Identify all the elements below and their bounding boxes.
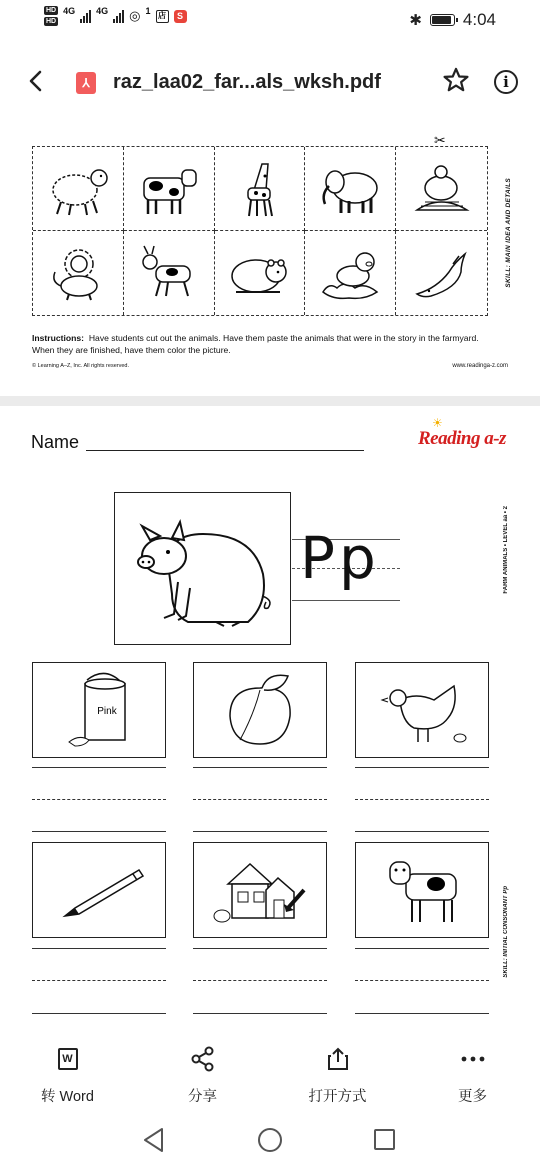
- dolphin-picture: [407, 242, 477, 304]
- open-with-label: 打开方式: [308, 1089, 367, 1105]
- name-line: [86, 450, 364, 451]
- lion-picture: [43, 242, 113, 304]
- system-navigation-bar: [0, 1112, 540, 1170]
- word-icon: W: [58, 1048, 78, 1070]
- skill-label-2: SKILL: INITIAL CONSONANT Pp: [503, 886, 509, 978]
- clock: 4:04: [462, 10, 496, 29]
- pdf-page-1[interactable]: [0, 118, 540, 398]
- giraffe-picture: [224, 158, 294, 220]
- bear-picture: [224, 242, 294, 304]
- pdf-page-2[interactable]: [0, 406, 540, 1031]
- app-header: [0, 52, 540, 112]
- chevron-left-icon: [22, 66, 52, 96]
- back-button[interactable]: [22, 66, 52, 96]
- write-line: [355, 1013, 489, 1014]
- instructions-text: Have students cut out the animals. Have them paste the animals that were in the story in the farmyard. When they are finished, have them color the picture.: [32, 333, 479, 355]
- elephant-picture: [315, 158, 385, 220]
- star-icon: [442, 66, 470, 94]
- picture-pencil: [32, 842, 166, 938]
- favorite-button[interactable]: [442, 66, 470, 101]
- signal-icon: [80, 9, 91, 23]
- more-icon: [460, 1046, 486, 1072]
- goat-picture: [134, 242, 204, 304]
- bottom-action-bar: [0, 1035, 540, 1110]
- pdf-file-icon: ⅄: [76, 72, 96, 94]
- picture-paint: [32, 662, 166, 758]
- instructions: [32, 332, 492, 356]
- write-line: [193, 767, 327, 768]
- page-gap: [0, 396, 540, 406]
- write-line: [193, 1013, 327, 1014]
- house-porch-picture: [210, 850, 310, 930]
- paint-label: Pink: [97, 706, 117, 717]
- write-line: [355, 948, 489, 949]
- pencil-picture: [49, 850, 149, 930]
- picture-porch: [193, 842, 327, 938]
- pig-in-mud-picture: [315, 242, 385, 304]
- convert-to-word-label: 转 Word: [41, 1089, 94, 1105]
- cow-picture-2: [372, 850, 472, 930]
- hd-label-2: HD: [46, 18, 57, 25]
- level-label: FARM ANIMALS • LEVEL aa • 2: [503, 506, 509, 594]
- write-line: [355, 831, 489, 832]
- animal-goat: [124, 231, 215, 315]
- picture-cow: [355, 842, 489, 938]
- animal-hen: [396, 147, 487, 231]
- write-line-dashed: [355, 980, 489, 981]
- share-button[interactable]: [135, 1035, 270, 1110]
- store-app-icon: 店: [156, 10, 169, 23]
- write-line-dashed: [32, 980, 166, 981]
- status-bar: [0, 0, 540, 40]
- write-line: [355, 767, 489, 768]
- write-line: [32, 948, 166, 949]
- pig-picture: [128, 504, 278, 634]
- sun-icon: ☀: [432, 416, 443, 430]
- animal-lion: [33, 231, 124, 315]
- signal-icon-2: [113, 9, 124, 23]
- cow-picture: [134, 158, 204, 220]
- name-label: Name: [31, 432, 80, 452]
- animal-cutout-grid: [32, 146, 488, 316]
- write-line-dashed: [355, 799, 489, 800]
- battery-icon: [430, 14, 455, 26]
- write-line-dashed: [193, 799, 327, 800]
- status-left: [44, 6, 187, 26]
- nav-back-button[interactable]: [142, 1127, 166, 1158]
- animal-giraffe: [215, 147, 306, 231]
- hen-picture-2: [372, 670, 472, 750]
- skill-label-1: SKILL: MAIN IDEA AND DETAILS: [505, 178, 512, 288]
- write-line-dashed: [193, 980, 327, 981]
- open-with-icon: [325, 1046, 351, 1072]
- reading-az-logo: Reading a-z: [418, 428, 506, 449]
- website-url: www.readinga-z.com: [452, 363, 508, 369]
- convert-to-word-button[interactable]: [0, 1035, 135, 1110]
- hen-picture: [407, 158, 477, 220]
- animal-sheep: [33, 147, 124, 231]
- picture-hen: [355, 662, 489, 758]
- status-right: [409, 10, 496, 30]
- open-with-button[interactable]: [270, 1035, 405, 1110]
- animal-bear: [215, 231, 306, 315]
- write-line: [32, 1013, 166, 1014]
- instructions-label: Instructions:: [32, 333, 85, 343]
- picture-peach: [193, 662, 327, 758]
- hd-icon: [44, 6, 58, 26]
- hotspot-badge: 1: [145, 6, 151, 16]
- hd-label-1: HD: [46, 7, 57, 14]
- nav-recents-button[interactable]: [374, 1129, 395, 1150]
- share-label: 分享: [188, 1089, 217, 1105]
- pig-picture-box: [114, 492, 291, 645]
- hotspot-icon: ◎: [129, 8, 141, 23]
- copyright: © Learning A–Z, Inc. All rights reserved.: [32, 363, 129, 369]
- write-line: [193, 948, 327, 949]
- write-line: [32, 767, 166, 768]
- sheep-picture: [43, 158, 113, 220]
- letter-pp: Pp: [300, 524, 380, 592]
- info-icon: i: [503, 73, 509, 91]
- triangle-back-icon: [142, 1127, 166, 1153]
- write-line-dashed: [32, 799, 166, 800]
- info-button[interactable]: [494, 70, 518, 94]
- write-line: [32, 831, 166, 832]
- animal-dolphin: [396, 231, 487, 315]
- more-button[interactable]: [405, 1035, 540, 1110]
- animal-pig: [305, 231, 396, 315]
- more-label: 更多: [458, 1089, 487, 1105]
- paint-can-picture: [49, 670, 149, 750]
- app-notification-icon: S: [174, 10, 187, 23]
- file-title: raz_laa02_far...als_wksh.pdf: [113, 71, 381, 93]
- write-line: [193, 831, 327, 832]
- animal-cow: [124, 147, 215, 231]
- bluetooth-icon: ✱: [409, 12, 422, 29]
- share-icon: [190, 1046, 216, 1072]
- network-label-1: 4G: [63, 6, 76, 16]
- animal-elephant: [305, 147, 396, 231]
- scissors-icon: ✂: [434, 132, 446, 148]
- network-label-2: 4G: [96, 6, 109, 16]
- nav-home-button[interactable]: [258, 1128, 282, 1152]
- peach-picture: [210, 670, 310, 750]
